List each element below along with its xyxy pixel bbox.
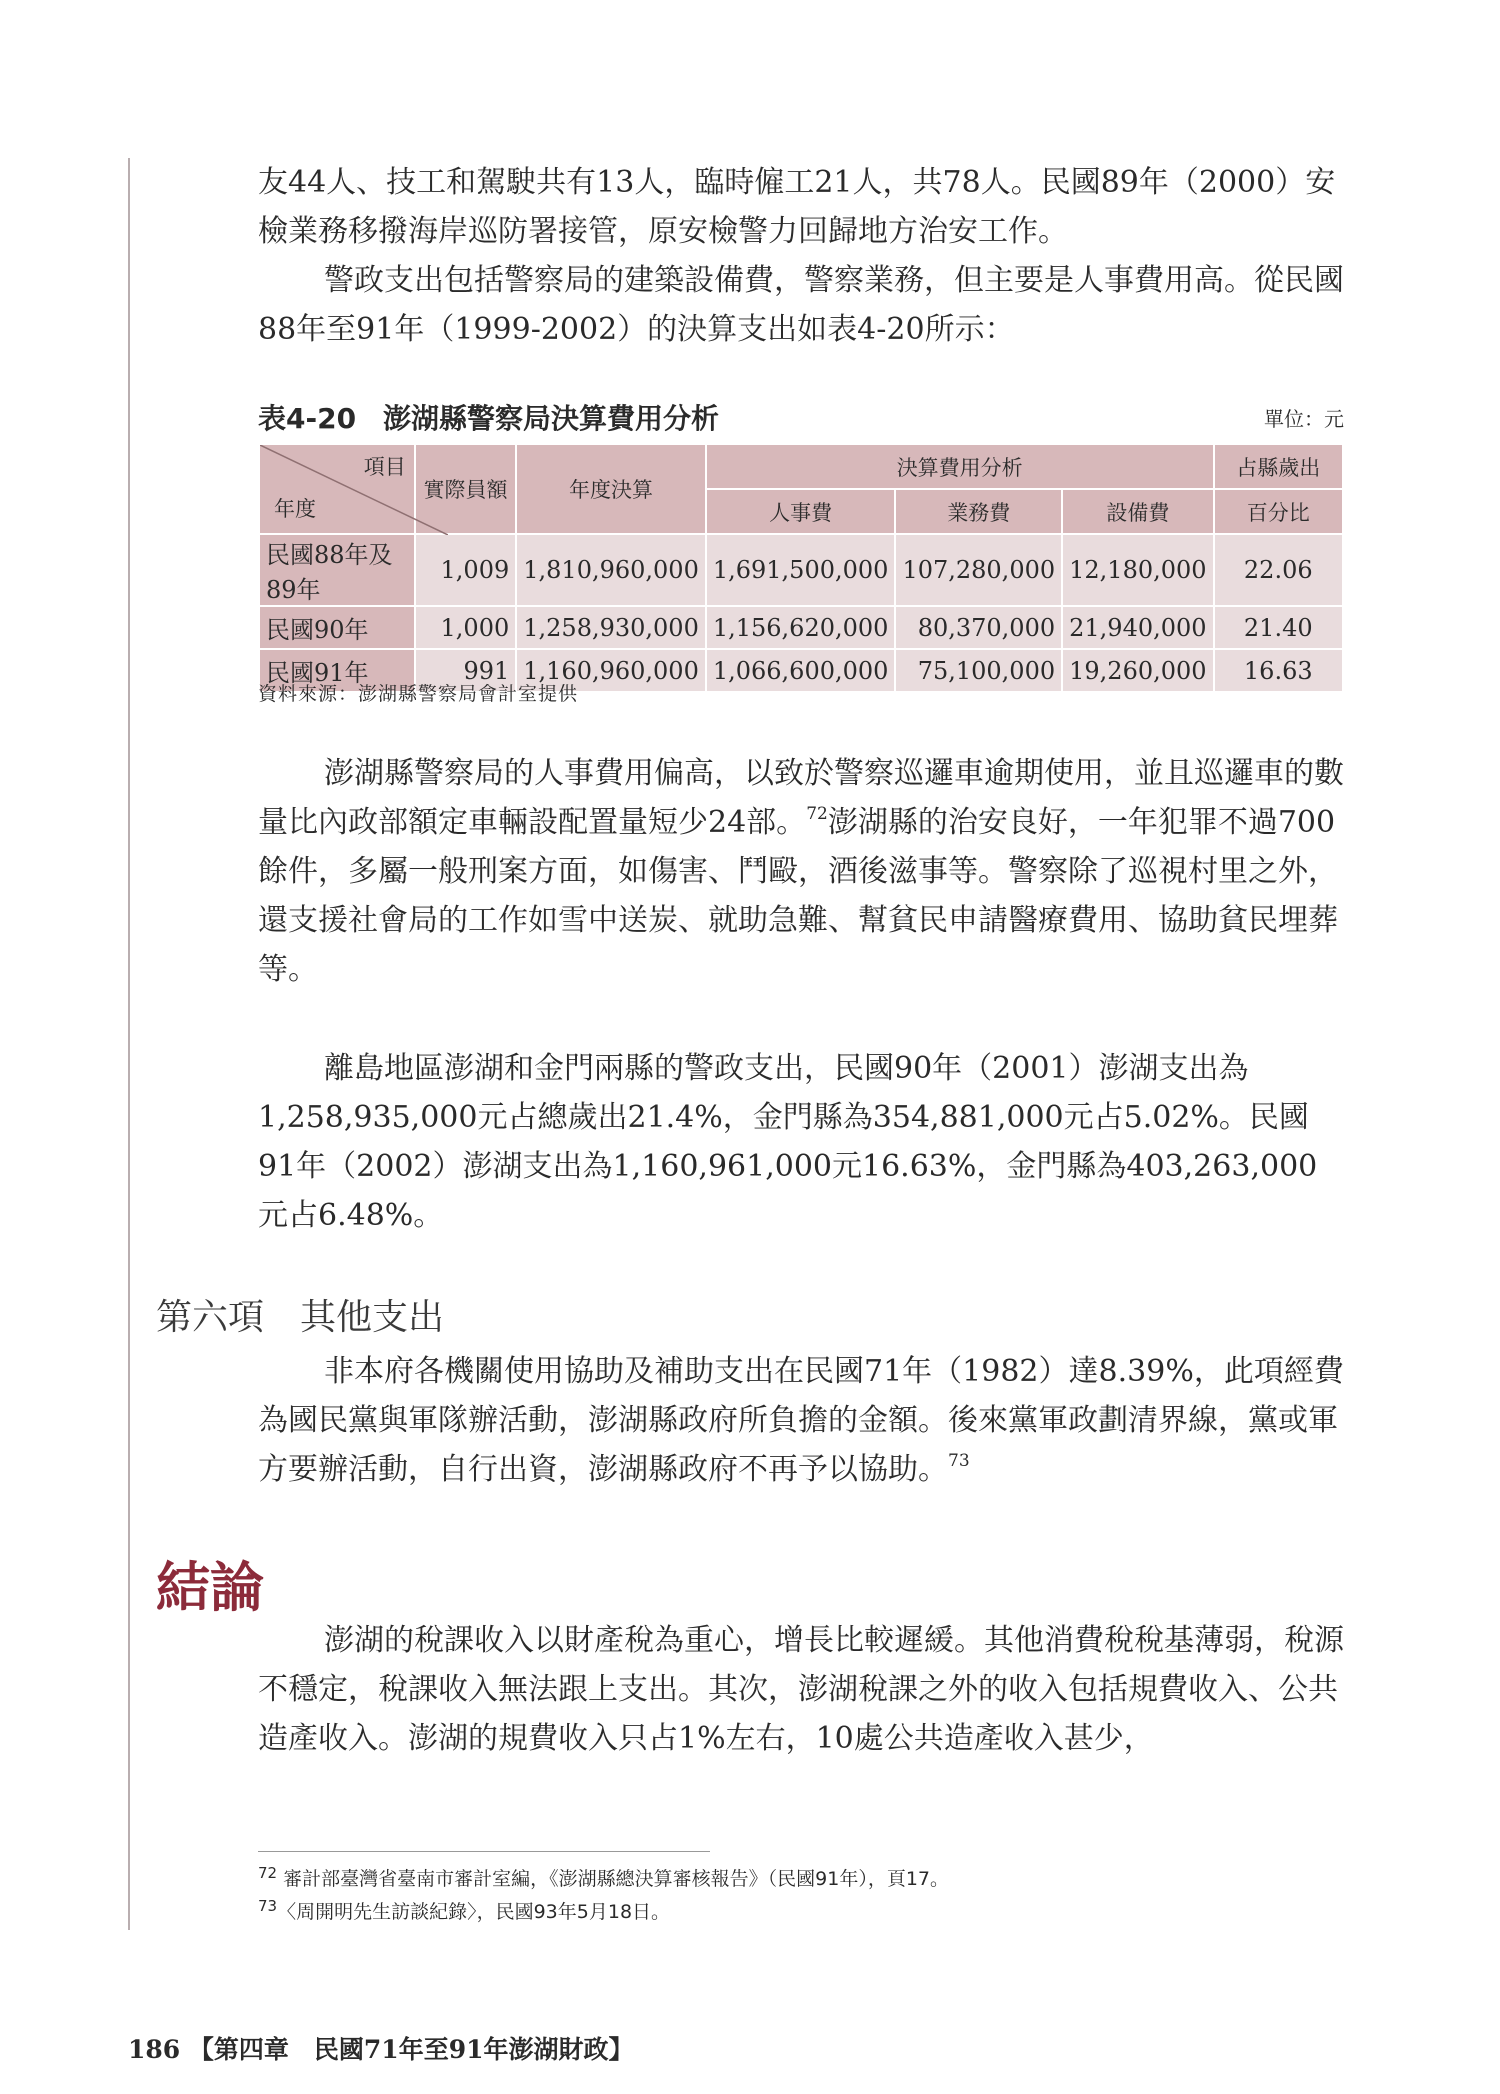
header-operations: 業務費 — [895, 489, 1062, 534]
paragraph-personnel-cost — [258, 749, 1344, 994]
footnote-73 — [258, 1897, 670, 1924]
row-staff: 1,009 — [415, 534, 517, 606]
header-pct-line1: 占縣歲出 — [1214, 444, 1343, 489]
header-year: 年度 — [274, 497, 316, 521]
table-row — [259, 606, 1343, 649]
table-row — [259, 534, 1343, 606]
row-personnel: 1,156,620,000 — [706, 606, 896, 649]
table-unit: 單位：元 — [1264, 407, 1344, 431]
row-pct: 21.40 — [1214, 606, 1343, 649]
footnote-text: 〈周開明先生訪談紀錄〉，民國93年5月18日。 — [277, 1901, 671, 1923]
footnote-number: 72 — [258, 1864, 278, 1882]
row-budget: 1,810,960,000 — [516, 534, 706, 606]
header-staff: 實際員額 — [415, 444, 517, 534]
header-budget: 年度決算 — [516, 444, 706, 534]
chapter-title: 【第四章 民國71年至91年澎湖財政】 — [188, 2035, 634, 2064]
footnote-72 — [258, 1864, 949, 1891]
paragraph-other-expense — [258, 1347, 1344, 1494]
paragraph-conclusion: 澎湖的稅課收入以財產稅為重心，增長比較遲緩。其他消費稅稅基薄弱，稅源不穩定，稅課收入無法跟上支出。其次，澎湖稅課之外的收入包括規費收入、公共造產收入。澎湖的規費收入只占1%左右，10處公共造產收入甚少， — [258, 1623, 1344, 1756]
paragraph-island-comparison: 離島地區澎湖和金門兩縣的警政支出，民國90年（2001）澎湖支出為1,258,935,000元占總歲出21.4%，金門縣為354,881,000元占5.02%。民國91年（2002）澎湖支出為1,160,961,000元16.63%，金門縣為403,263,000元占6.48%。 — [258, 1051, 1318, 1233]
header-equipment: 設備費 — [1062, 489, 1213, 534]
paragraph-police-expense: 警政支出包括警察局的建築設備費，警察業務，但主要是人事費用高。從民國88年至91年（1999-2002）的決算支出如表4-20所示： — [258, 263, 1344, 347]
row-staff: 991 — [415, 649, 517, 692]
footnote-text: 審計部臺灣省臺南市審計室編，《澎湖縣總決算審核報告》（民國91年），頁17。 — [283, 1868, 949, 1890]
page-number: 186 — [128, 2035, 181, 2064]
footnote-ref-72: 72 — [806, 804, 828, 824]
section-title: 第六項 其他支出 — [156, 1297, 445, 1338]
header-personnel: 人事費 — [706, 489, 896, 534]
row-budget: 1,160,960,000 — [516, 649, 706, 692]
row-equipment: 21,940,000 — [1062, 606, 1213, 649]
footnote-number: 73 — [258, 1897, 278, 1915]
police-budget-table — [258, 443, 1344, 693]
row-pct: 22.06 — [1214, 534, 1343, 606]
row-budget: 1,258,930,000 — [516, 606, 706, 649]
table-caption — [258, 395, 1344, 435]
paragraph-staff: 友44人、技工和駕駛共有13人，臨時僱工21人，共78人。民國89年（2000）安檢業務移撥海岸巡防署接管，原安檢警力回歸地方治安工作。 — [258, 165, 1336, 249]
row-year: 民國90年 — [259, 606, 415, 649]
row-year: 民國91年 — [259, 649, 415, 692]
table-number: 表4-20 — [258, 402, 357, 435]
row-equipment: 19,260,000 — [1062, 649, 1213, 692]
row-personnel: 1,691,500,000 — [706, 534, 896, 606]
row-operations: 107,280,000 — [895, 534, 1062, 606]
header-analysis: 決算費用分析 — [706, 444, 1214, 489]
table-title: 澎湖縣警察局決算費用分析 — [383, 402, 720, 435]
margin-rule — [128, 158, 130, 1930]
row-personnel: 1,066,600,000 — [706, 649, 896, 692]
paragraph-text: 澎湖縣的治安良好，一年犯罪不過700餘件，多屬一般刑案方面，如傷害、鬥毆，酒後滋事等。警察除了巡視村里之外，還支援社會局的工作如雪中送炭、就助急難、幫貧民申請醫療費用、協助貧民埋葬等。 — [258, 805, 1338, 987]
row-staff: 1,000 — [415, 606, 517, 649]
row-year: 民國88年及89年 — [259, 534, 415, 606]
row-pct: 16.63 — [1214, 649, 1343, 692]
table-source: 資料來源：澎湖縣警察局會計室提供 — [258, 683, 579, 705]
row-equipment: 12,180,000 — [1062, 534, 1213, 606]
row-operations: 75,100,000 — [895, 649, 1062, 692]
page-footer — [128, 2030, 634, 2066]
paragraph-text: 非本府各機關使用協助及補助支出在民國71年（1982）達8.39%，此項經費為國民黨與軍隊辦活動，澎湖縣政府所負擔的金額。後來黨軍政劃清界線，黨或軍方要辦活動，自行出資，澎湖縣政府不再予以協助。 — [258, 1354, 1344, 1487]
row-operations: 80,370,000 — [895, 606, 1062, 649]
paragraph-text: 澎湖縣警察局的人事費用偏高，以致於警察巡邏車逾期使用，並且巡邏車的數量比內政部額定車輛設配置量短少24部。 — [258, 756, 1344, 840]
header-item-year-cell — [259, 444, 415, 534]
footnote-divider — [258, 1851, 710, 1852]
conclusion-title: 結論 — [156, 1556, 264, 1619]
footnote-ref-73: 73 — [948, 1451, 970, 1471]
header-item: 項目 — [363, 455, 406, 479]
header-pct-line2: 百分比 — [1214, 489, 1343, 534]
